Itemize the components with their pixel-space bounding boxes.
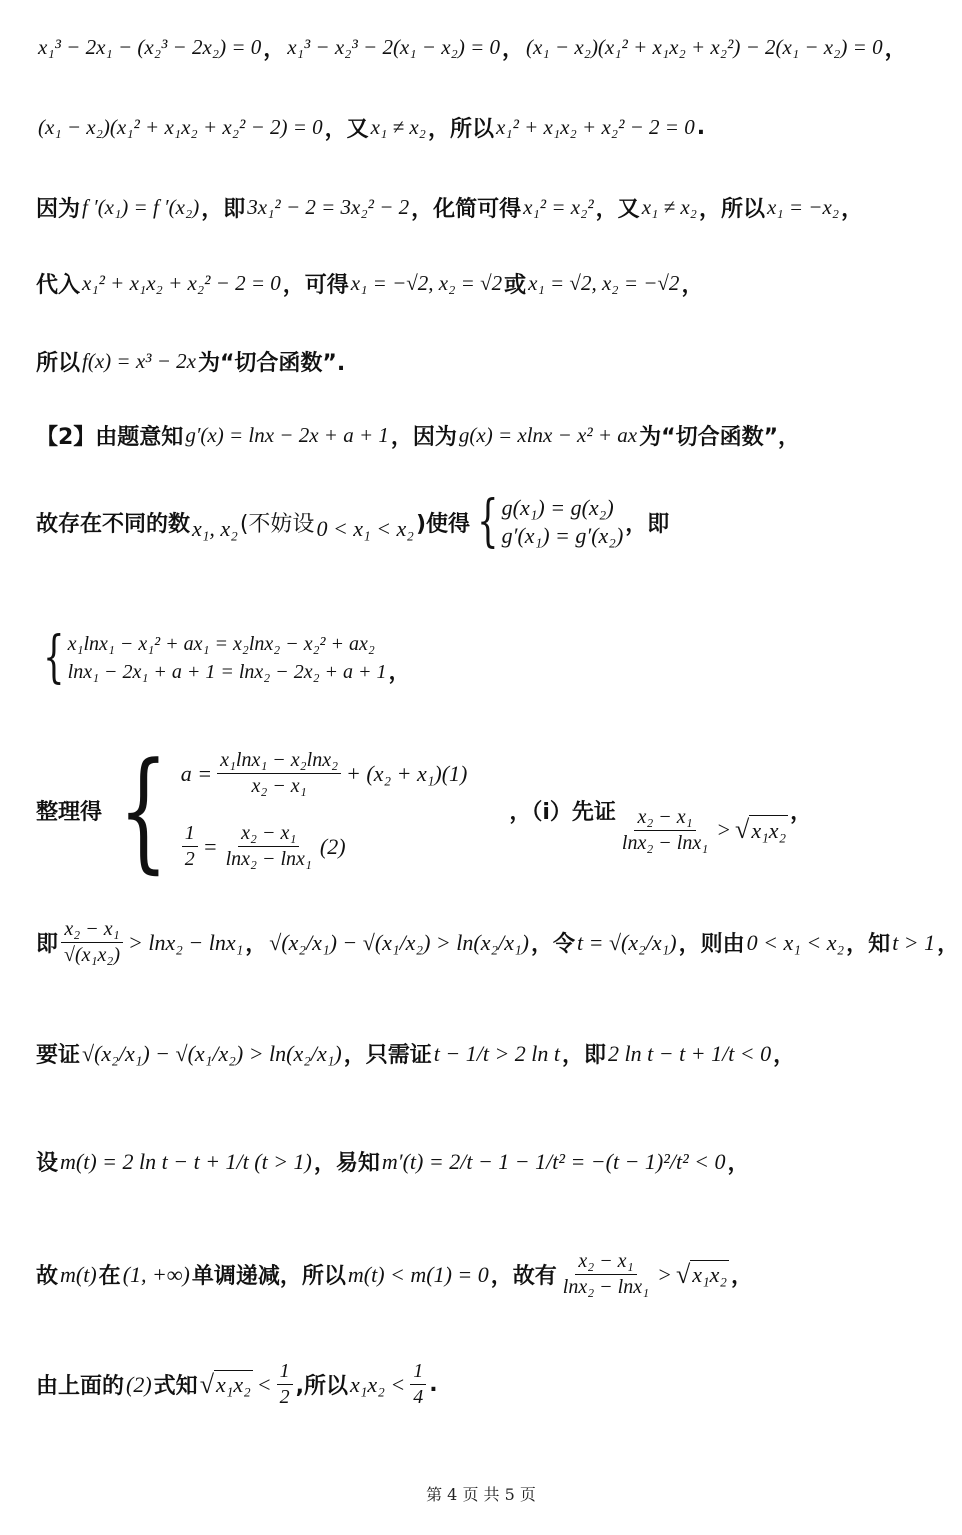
math: =	[202, 833, 218, 859]
fraction: $\frac{1}{2}$	[277, 1360, 293, 1409]
text: 【2】由题意知	[36, 425, 184, 450]
text: .	[429, 1372, 438, 1397]
math: m(t)	[60, 1261, 97, 1287]
math: 0 < x₁ < x₂	[316, 516, 414, 541]
math: x₁x₂ <	[350, 1371, 406, 1397]
text-line	[36, 346, 944, 377]
text: ，又	[324, 117, 369, 142]
text: 即	[36, 932, 59, 957]
text: ，	[502, 37, 525, 62]
text: 整理得	[36, 799, 103, 825]
text: 故	[36, 1264, 59, 1289]
math: <	[256, 1371, 272, 1397]
math: (2)	[319, 833, 346, 859]
fraction: $\frac{1}{4}$	[410, 1360, 426, 1409]
text: ，化简可得	[411, 197, 522, 222]
conclusion-line	[36, 1360, 944, 1409]
math: 3x₁² − 2 = 3x₂² − 2	[247, 195, 410, 219]
math: t = √(x₂/x₁)	[577, 929, 677, 955]
math: + (x₂ + x₁)(1)	[346, 760, 468, 786]
math: x₁ ≠ x₂	[370, 115, 426, 139]
fraction: $\frac{\text{x₁lnx₁ − x₂lnx₂}}{\text{x₂ − x₁}}$	[217, 749, 341, 798]
math: x₁² = x₂²	[523, 195, 594, 219]
equation-system	[36, 625, 389, 690]
math: √(x₂/x₁) − √(x₁/x₂) > ln(x₂/x₁)	[82, 1040, 342, 1066]
text: ，即	[625, 511, 670, 537]
text: ，所以	[698, 197, 765, 222]
text: 为“切合函数”，	[639, 425, 801, 450]
equation-system	[470, 489, 625, 554]
math: (x₁ − x₂)(x₁² + x₁x₂ + x₂² − 2) = 0	[38, 115, 323, 139]
math: (2)	[126, 1371, 152, 1397]
text-line	[36, 112, 944, 143]
text-line	[36, 420, 944, 451]
text: ，即	[562, 1043, 607, 1068]
equation-system	[102, 734, 469, 886]
math: x₁ = √2, x₂ = −√2	[528, 271, 680, 295]
text: ，	[727, 1151, 750, 1176]
text: ，只需证	[343, 1043, 432, 1068]
text: ，知	[846, 932, 891, 957]
brace: {	[43, 625, 65, 690]
text: 因为	[36, 197, 81, 222]
text: ，	[263, 37, 286, 62]
text: ，	[841, 197, 864, 222]
sqrt: √ x₁x₂	[675, 1259, 728, 1289]
text: ，	[773, 1043, 796, 1068]
fraction: $\frac{\text{x₂ − x₁}}{\text{lnx₂ − lnx₁}}$	[225, 822, 312, 870]
math: m(t) = 2 ln t − t + 1/t (t > 1)	[60, 1148, 312, 1174]
sqrt: √ x₁x₂	[735, 815, 787, 844]
text: 故存在不同的数	[36, 511, 191, 537]
math: (x₁ − x₂)(x₁² + x₁x₂ + x₂²) − 2(x₁ − x₂) = 0	[526, 35, 883, 59]
prove-line	[36, 1038, 944, 1069]
text: 由上面的	[36, 1374, 125, 1399]
math: 2 ln t − t + 1/t < 0	[608, 1040, 772, 1066]
math: (1, +∞)	[122, 1261, 190, 1287]
text: ，（ⅰ）先证	[509, 799, 616, 825]
brace: {	[477, 489, 499, 554]
fraction: $\frac{\text{x₂ − x₁}}{\text{lnx₂ − lnx₁}}$	[621, 805, 709, 854]
math: g(x₁) = g(x₂)	[501, 495, 614, 520]
math: g′(x) = lnx − 2x + a + 1	[185, 423, 389, 447]
text: )使得	[415, 511, 471, 537]
text: ，易知	[313, 1151, 380, 1176]
math: >	[657, 1261, 672, 1287]
brace: {	[118, 734, 169, 886]
text: ，令	[530, 932, 575, 957]
math: x₁lnx₁ − x₁² + ax₁ = x₂lnx₂ − x₂² + ax₂	[67, 632, 375, 655]
math: x₁, x₂	[192, 516, 238, 541]
text: ，即	[201, 197, 246, 222]
math: x₁ = −x₂	[766, 195, 840, 219]
text-line	[36, 32, 944, 63]
text: ，可得	[282, 273, 349, 298]
text: 设	[36, 1151, 59, 1176]
math: a =	[180, 760, 213, 786]
fraction: $\frac{\text{x₂ − x₁}}{\text{√(x₁x₂)}}$	[61, 918, 123, 967]
text: 单调递减，所以	[191, 1264, 346, 1289]
text: 在	[98, 1264, 121, 1289]
math: √(x₂/x₁) − √(x₁/x₂) > ln(x₂/x₁)	[269, 929, 529, 955]
text: 或	[504, 273, 527, 298]
inequality-line	[36, 918, 960, 967]
text-line	[36, 192, 944, 223]
text: ，因为	[390, 425, 457, 450]
math: t − 1/t > 2 ln t	[433, 1040, 561, 1066]
text: ，	[681, 273, 704, 298]
text: ，	[790, 799, 813, 825]
text: ，所以	[427, 117, 494, 142]
text: ，又	[595, 197, 640, 222]
math: > lnx₂ − lnx₁	[127, 929, 244, 955]
math: f(x) = x³ − 2x	[82, 349, 196, 373]
text: ，则由	[678, 932, 745, 957]
text: .	[696, 115, 706, 140]
exists-condition-line	[36, 489, 944, 554]
text-line	[36, 268, 944, 299]
math: m(t) < m(1) = 0	[347, 1261, 489, 1287]
math: x₁² + x₁x₂ + x₂² − 2 = 0	[495, 115, 695, 139]
text: ，故有	[490, 1264, 557, 1289]
math: x₁² + x₁x₂ + x₂² − 2 = 0	[82, 271, 281, 295]
text: 代入	[36, 273, 81, 298]
fraction: $\frac{\text{x₂ − x₁}}{\text{lnx₂ − lnx₁}}$	[562, 1250, 650, 1298]
text: (不妨设	[239, 511, 315, 537]
math: g′(x₁) = g′(x₂)	[501, 523, 624, 548]
page-footer: 第 4 页 共 5 页	[426, 1485, 536, 1504]
text: 所以	[36, 351, 81, 376]
math: m′(t) = 2/t − 1 − 1/t² = −(t − 1)²/t² < 0	[381, 1148, 726, 1174]
define-m-line	[36, 1146, 944, 1177]
math: lnx₁ − 2x₁ + a + 1 = lnx₂ − 2x₂ + a + 1	[67, 660, 387, 683]
text: ，	[731, 1264, 754, 1289]
text: ，	[937, 932, 960, 957]
math: f ′(x₁) = f ′(x₂)	[82, 195, 200, 219]
system-equations-line	[36, 625, 944, 690]
text: ，	[245, 932, 268, 957]
sqrt: √ x₁x₂	[199, 1369, 251, 1399]
math: x₁ ≠ x₂	[641, 195, 697, 219]
fraction: $\frac{1}{2}$	[182, 822, 198, 871]
math: >	[716, 817, 732, 842]
text: 为“切合函数”.	[197, 351, 346, 376]
text: ，	[884, 37, 907, 62]
text: 要证	[36, 1043, 81, 1068]
rearranged-line	[36, 734, 944, 886]
math: g(x) = xlnx − x² + ax	[458, 423, 638, 447]
math: x₁³ − 2x₁ − (x₂³ − 2x₂) = 0	[38, 35, 262, 59]
math: 0 < x₁ < x₂	[746, 929, 845, 955]
text: 式知	[153, 1374, 198, 1399]
monotone-line	[36, 1250, 944, 1299]
text: ,所以	[295, 1374, 349, 1399]
math: x₁ = −√2, x₂ = √2	[350, 271, 503, 295]
math: x₁³ − x₂³ − 2(x₁ − x₂) = 0	[287, 35, 501, 59]
math: t > 1	[892, 929, 936, 955]
text: ，	[388, 660, 411, 685]
